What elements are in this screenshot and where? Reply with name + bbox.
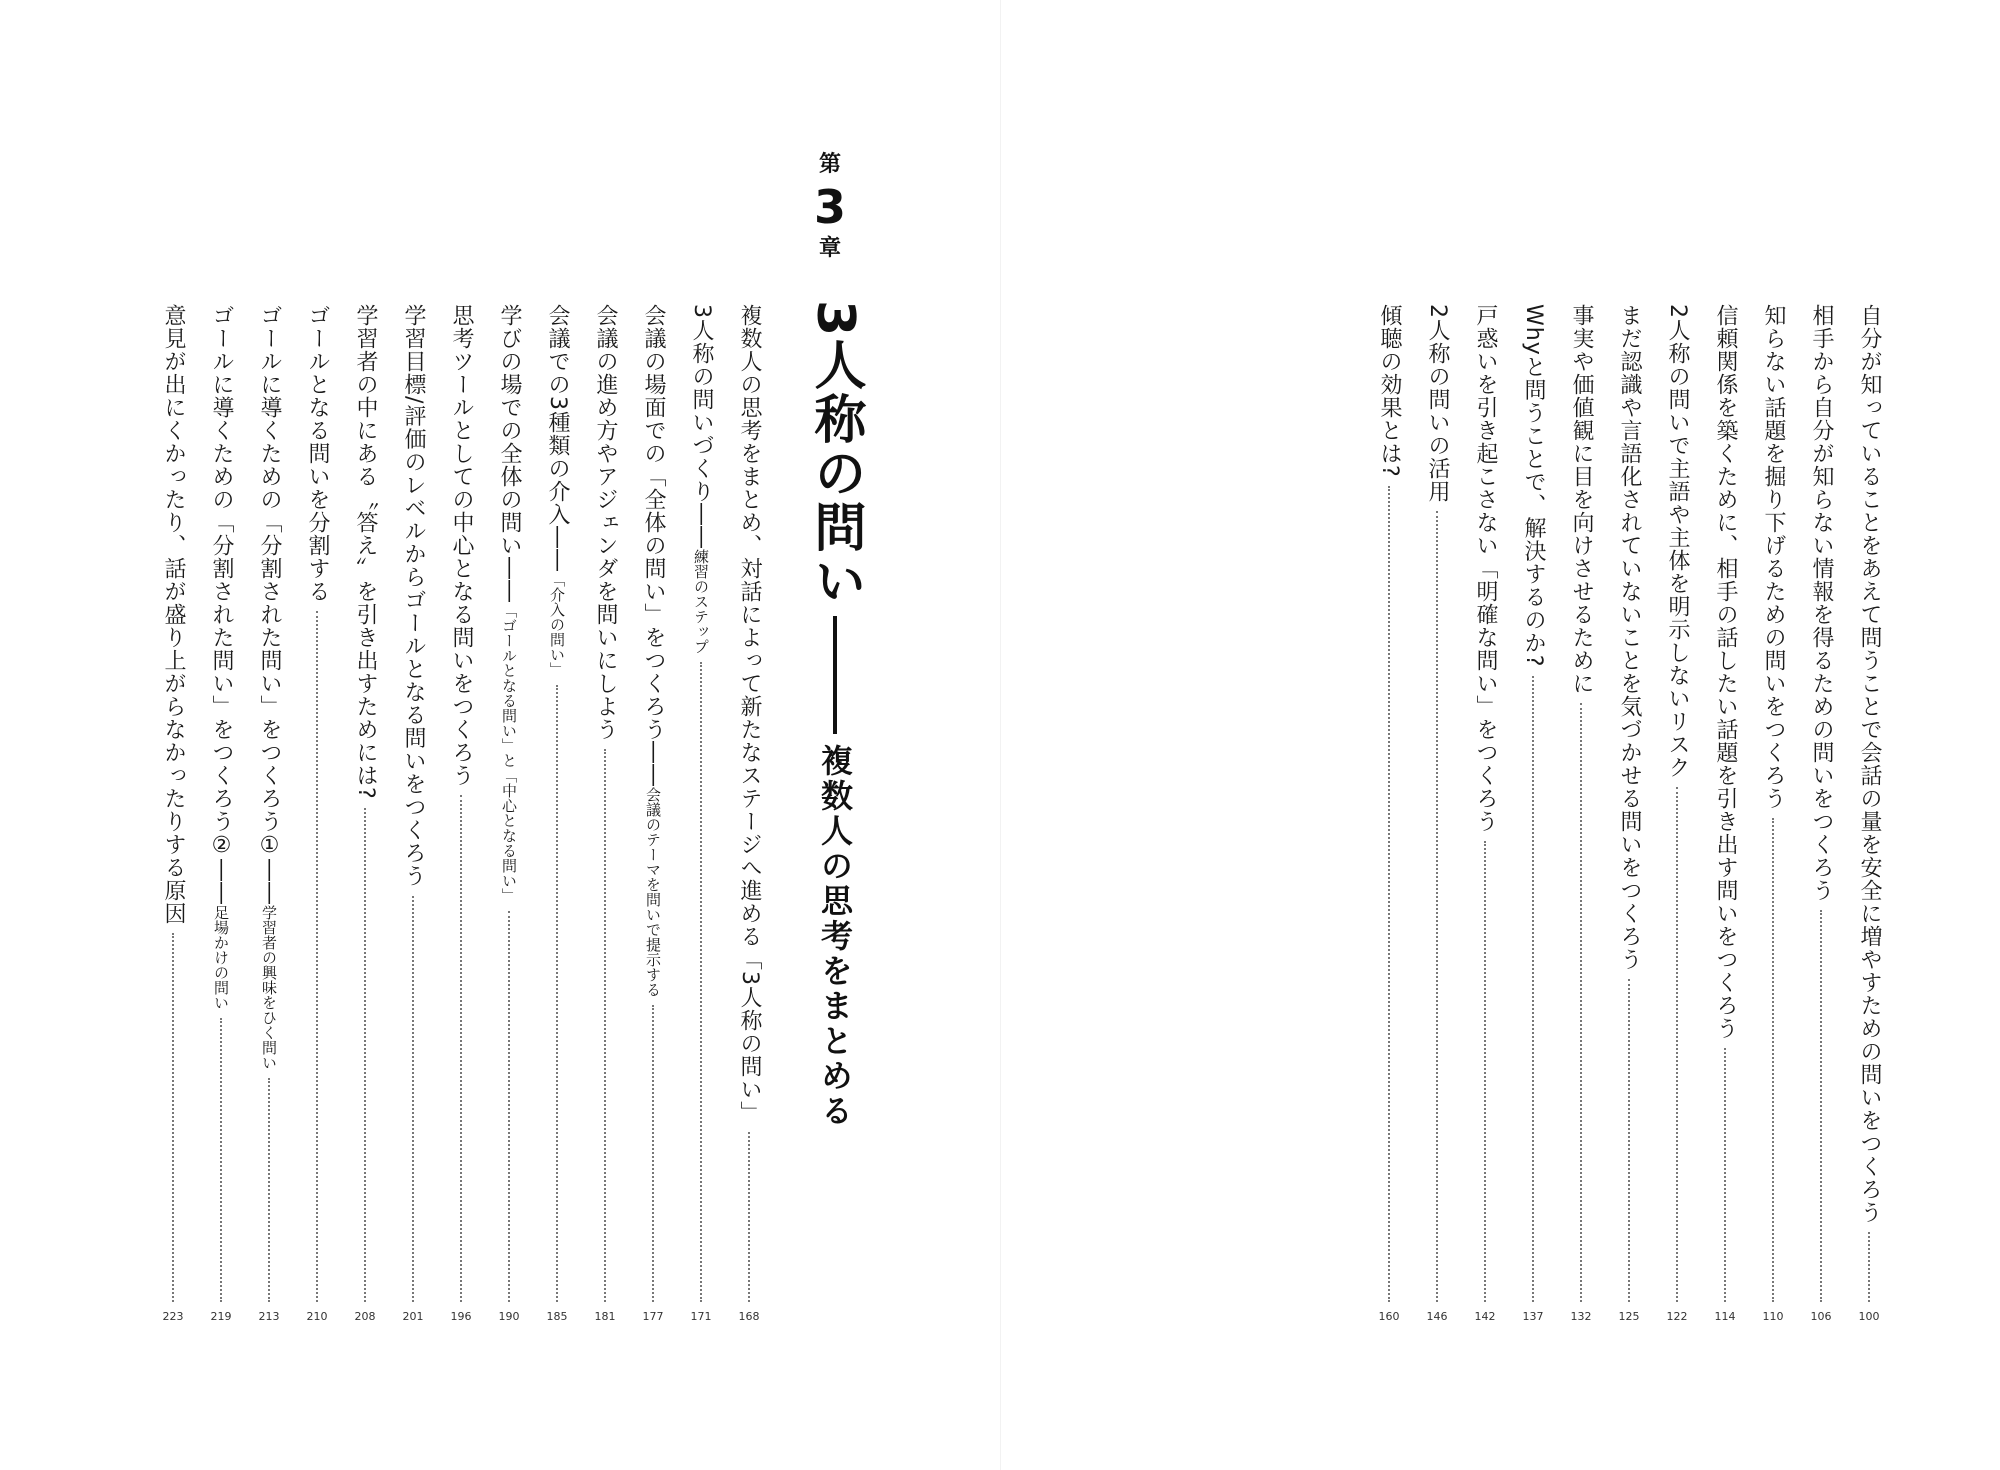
toc-page-number: 137 [1522, 1310, 1544, 1323]
leader-dots [316, 611, 318, 1302]
toc-page-number: 201 [402, 1310, 424, 1323]
toc-entry[interactable] [1614, 304, 1644, 1323]
chapter-label-post: 章 [818, 236, 841, 261]
toc-entry[interactable] [590, 304, 620, 1323]
toc-page-number: 223 [162, 1310, 184, 1323]
chapter-title [806, 300, 864, 1129]
toc-entry-title: ゴールに導くための「分割された問い」をつくろう①――学習者の興味をひく問い [257, 304, 282, 1070]
toc-entry-title: 信頼関係を築くために、相手の話したい話題を引き出す問いをつくろう [1713, 304, 1738, 1040]
toc-entry-note: 足場かけの問い [212, 905, 230, 1010]
toc-page-number: 132 [1570, 1310, 1592, 1323]
toc-entry-title: 会議の場面での「全体の問い」をつくろう――会議のテーマを問いで提示する [641, 304, 666, 997]
leader-dots [1484, 841, 1486, 1302]
leader-dots [604, 749, 606, 1302]
toc-entry-title: 戸惑いを引き起こさない「明確な問い」をつくろう [1473, 304, 1498, 833]
toc-entry-note: 学習者の興味をひく問い [260, 905, 278, 1070]
toc-entry[interactable] [686, 304, 716, 1323]
toc-entry-title: 学習目標/評価のレベルからゴールとなる問いをつくろう [401, 304, 426, 888]
toc-entry[interactable] [446, 304, 476, 1323]
leader-dots [172, 933, 174, 1302]
toc-page-number: 106 [1810, 1310, 1832, 1323]
title-dash [833, 616, 837, 734]
chapter-label-pre: 第 [818, 152, 841, 177]
toc-page-number: 210 [306, 1310, 328, 1323]
leader-dots [508, 911, 510, 1302]
toc-entry-title: 思考ツールとしての中心となる問いをつくろう [449, 304, 474, 787]
toc-page-number: 125 [1618, 1310, 1640, 1323]
chapter-title-main: 3人称の問い [805, 300, 865, 609]
toc-entry-title: 意見が出にくかったり、話が盛り上がらなかったりする原因 [161, 304, 186, 925]
toc-entry[interactable] [494, 304, 524, 1323]
toc-entry-title: 会議での3種類の介入――「介入の問い」 [545, 304, 570, 677]
toc-entry[interactable] [638, 304, 668, 1323]
toc-entry[interactable] [734, 304, 764, 1323]
toc-entry[interactable] [1758, 304, 1788, 1323]
toc-entry-title: 自分が知っていることをあえて問うことで会話の量を安全に増やすための問いをつくろう [1857, 304, 1882, 1224]
leader-dots [1868, 1232, 1870, 1302]
toc-entry[interactable] [1374, 304, 1404, 1323]
toc-page-number: 185 [546, 1310, 568, 1323]
toc-entry-title: 3人称の問いづくり――練習のステップ [689, 304, 714, 654]
toc-entry-title: 2人称の問いの活用 [1425, 304, 1450, 503]
toc-entry[interactable] [1662, 304, 1692, 1323]
toc-entry-note: 会議のテーマを問いで提示する [644, 787, 662, 997]
leader-dots [1580, 703, 1582, 1302]
toc-entry[interactable] [1806, 304, 1836, 1323]
chapter-title-sub: 複数人の思考をまとめる [816, 744, 854, 1129]
chapter-number: 3 [813, 180, 846, 234]
leader-dots [652, 1005, 654, 1302]
toc-entry-title: 複数人の思考をまとめ、対話によって新たなステージへ進める「3人称の問い」 [737, 304, 762, 1124]
toc-page-number: 100 [1858, 1310, 1880, 1323]
toc-entry-title: 相手から自分が知らない情報を得るための問いをつくろう [1809, 304, 1834, 902]
toc-page-number: 208 [354, 1310, 376, 1323]
toc-entry-title: ゴールとなる問いを分割する [305, 304, 330, 603]
toc-page-number: 110 [1762, 1310, 1784, 1323]
toc-entry-note: 練習のステップ [692, 549, 710, 654]
leader-dots [1676, 787, 1678, 1302]
toc-entry-title: 会議の進め方やアジェンダを問いにしよう [593, 304, 618, 741]
toc-entry[interactable] [254, 304, 284, 1323]
toc-page-number: 142 [1474, 1310, 1496, 1323]
toc-entry[interactable] [1422, 304, 1452, 1323]
toc-entry-title: 学習者の中にある〝答え〟を引き出すためには? [353, 304, 378, 800]
toc-entry-title: Whyと問うことで、解決するのか? [1521, 304, 1546, 668]
leader-dots [700, 662, 702, 1302]
toc-entry[interactable] [542, 304, 572, 1323]
leader-dots [1772, 818, 1774, 1302]
toc-entry-title: 知らない話題を掘り下げるための問いをつくろう [1761, 304, 1786, 810]
leader-dots [1388, 486, 1390, 1302]
toc-page-number: 146 [1426, 1310, 1448, 1323]
leader-dots [1820, 910, 1822, 1302]
chapter-heading [808, 152, 852, 262]
toc-page-number: 171 [690, 1310, 712, 1323]
toc-page-number: 181 [594, 1310, 616, 1323]
toc-page-number: 219 [210, 1310, 232, 1323]
toc-entry[interactable] [1566, 304, 1596, 1323]
leader-dots [220, 1018, 222, 1302]
toc-page-number: 160 [1378, 1310, 1400, 1323]
toc-entry-title: まだ認識や言語化されていないことを気づかせる問いをつくろう [1617, 304, 1642, 971]
toc-entry-note: 「介入の問い」 [548, 572, 566, 677]
toc-entry-title: 事実や価値観に目を向けさせるために [1569, 304, 1594, 695]
toc-entry[interactable] [1470, 304, 1500, 1323]
toc-page-number: 114 [1714, 1310, 1736, 1323]
leader-dots [268, 1078, 270, 1302]
toc-entry[interactable] [1710, 304, 1740, 1323]
toc-page-number: 177 [642, 1310, 664, 1323]
page-gutter [1000, 0, 1001, 1470]
toc-entry[interactable] [158, 304, 188, 1323]
toc-entry[interactable] [398, 304, 428, 1323]
leader-dots [556, 685, 558, 1302]
toc-entry-title: 学びの場での全体の問い――「ゴールとなる問い」と「中心となる問い」 [497, 304, 522, 903]
toc-page-number: 168 [738, 1310, 760, 1323]
toc-entry-title: 傾聴の効果とは? [1377, 304, 1402, 478]
toc-entry[interactable] [1854, 304, 1884, 1323]
leader-dots [364, 808, 366, 1302]
toc-page-number: 213 [258, 1310, 280, 1323]
leader-dots [1724, 1048, 1726, 1302]
leader-dots [1436, 511, 1438, 1302]
leader-dots [460, 795, 462, 1302]
toc-entry[interactable] [1518, 304, 1548, 1323]
toc-page-number: 122 [1666, 1310, 1688, 1323]
toc-entry[interactable] [206, 304, 236, 1323]
toc-page-number: 190 [498, 1310, 520, 1323]
toc-entry-note: 「ゴールとなる問い」と「中心となる問い」 [500, 603, 518, 903]
toc-entry[interactable] [302, 304, 332, 1323]
toc-entry[interactable] [350, 304, 380, 1323]
toc-entry-title: ゴールに導くための「分割された問い」をつくろう②――足場かけの問い [209, 304, 234, 1010]
leader-dots [1628, 979, 1630, 1302]
leader-dots [1532, 676, 1534, 1302]
leader-dots [412, 896, 414, 1302]
leader-dots [748, 1132, 750, 1302]
toc-page-number: 196 [450, 1310, 472, 1323]
toc-entry-title: 2人称の問いで主語や主体を明示しないリスク [1665, 304, 1690, 779]
